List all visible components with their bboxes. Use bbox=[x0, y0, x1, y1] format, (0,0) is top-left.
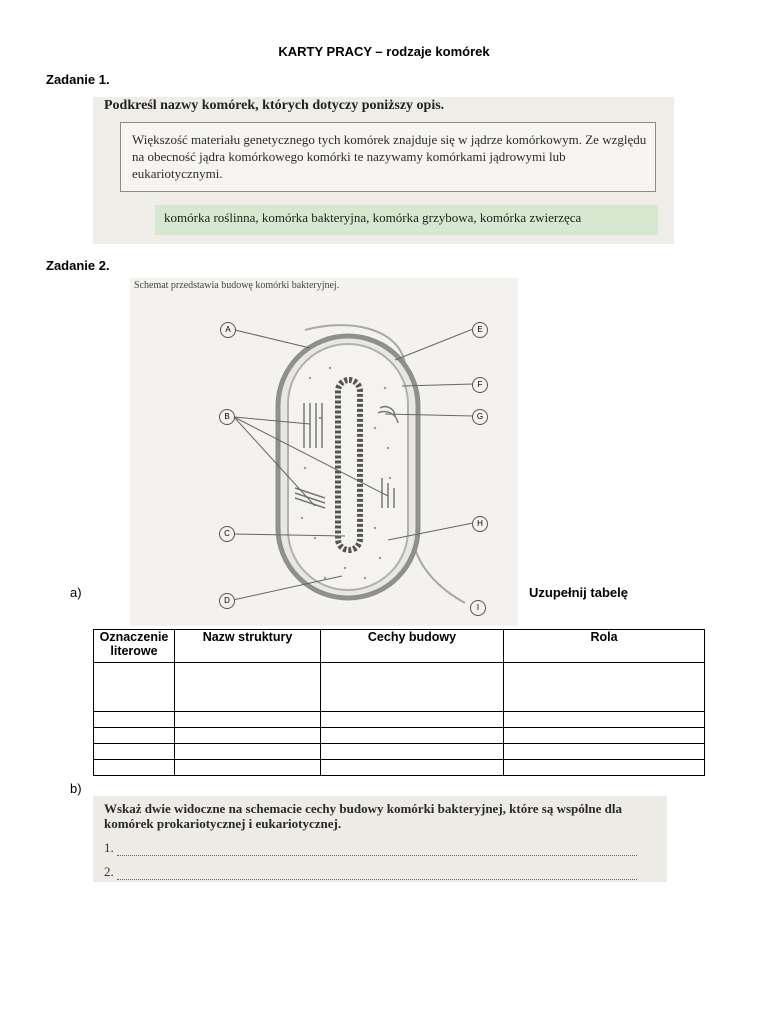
table-cell[interactable] bbox=[94, 744, 175, 760]
answer-number-1: 1. bbox=[104, 840, 114, 855]
table-cell[interactable] bbox=[321, 760, 504, 776]
part-a-label: a) bbox=[70, 585, 82, 600]
label-e: E bbox=[472, 322, 488, 338]
table-cell[interactable] bbox=[504, 663, 705, 712]
answer-dotted-line[interactable] bbox=[117, 869, 637, 880]
table-cell[interactable] bbox=[504, 728, 705, 744]
table-cell[interactable] bbox=[175, 760, 321, 776]
diagram-caption: Schemat przedstawia budowę komórki bakteryjnej. bbox=[134, 280, 340, 291]
table-cell[interactable] bbox=[94, 712, 175, 728]
answer-line-2[interactable] bbox=[104, 864, 637, 880]
diagram-label-layer bbox=[130, 278, 518, 626]
answer-line-1[interactable] bbox=[104, 840, 637, 856]
table-cell[interactable] bbox=[94, 663, 175, 712]
label-i: I bbox=[470, 600, 486, 616]
task1-heading: Zadanie 1. bbox=[46, 72, 110, 87]
answer-number-2: 2. bbox=[104, 864, 114, 879]
table-cell[interactable] bbox=[94, 728, 175, 744]
label-c: C bbox=[219, 526, 235, 542]
label-d: D bbox=[219, 593, 235, 609]
page-title: KARTY PRACY – rodzaje komórek bbox=[278, 44, 490, 59]
col-header-name: Nazw struktury bbox=[175, 630, 321, 663]
answer-dotted-line[interactable] bbox=[117, 845, 637, 856]
table-cell[interactable] bbox=[504, 712, 705, 728]
table-row[interactable] bbox=[94, 663, 705, 712]
task1-description: Większość materiału genetycznego tych komórek znajduje się w jądrze komórkowym. Ze względu na obecność jądra komórkowego komórki te nazywamy komórkami jądrowymi lub eukariotycznymi. bbox=[132, 132, 647, 181]
part-b-label: b) bbox=[70, 781, 82, 796]
table-cell[interactable] bbox=[321, 728, 504, 744]
table-row[interactable] bbox=[94, 728, 705, 744]
table-cell[interactable] bbox=[321, 663, 504, 712]
table-cell[interactable] bbox=[321, 712, 504, 728]
label-b: B bbox=[219, 409, 235, 425]
table-cell[interactable] bbox=[321, 744, 504, 760]
label-g: G bbox=[472, 409, 488, 425]
table-row[interactable] bbox=[94, 712, 705, 728]
table-row[interactable] bbox=[94, 760, 705, 776]
table-cell[interactable] bbox=[175, 712, 321, 728]
table-cell[interactable] bbox=[504, 744, 705, 760]
col-header-features: Cechy budowy bbox=[321, 630, 504, 663]
task1-options[interactable]: komórka roślinna, komórka bakteryjna, komórka grzybowa, komórka zwierzęca bbox=[164, 210, 582, 225]
table-cell[interactable] bbox=[504, 760, 705, 776]
table-cell[interactable] bbox=[94, 760, 175, 776]
col-header-role: Rola bbox=[504, 630, 705, 663]
part-a-instruction: Uzupełnij tabelę bbox=[529, 585, 628, 600]
col-header-letter: Oznaczenie literowe bbox=[94, 630, 175, 663]
structure-table bbox=[93, 629, 705, 776]
label-h: H bbox=[472, 516, 488, 532]
table-cell[interactable] bbox=[175, 728, 321, 744]
table-header-row bbox=[94, 630, 705, 663]
table-cell[interactable] bbox=[175, 663, 321, 712]
label-f: F bbox=[472, 377, 488, 393]
task1-instruction: Podkreśl nazwy komórek, których dotyczy poniższy opis. bbox=[104, 98, 445, 113]
table-row[interactable] bbox=[94, 744, 705, 760]
task2-heading: Zadanie 2. bbox=[46, 258, 110, 273]
label-a: A bbox=[220, 322, 236, 338]
part-b-question: Wskaż dwie widoczne na schemacie cechy budowy komórki bakteryjnej, które są wspólne dla komórek prokariotycznej i eukariotycznej. bbox=[104, 801, 622, 831]
table-cell[interactable] bbox=[175, 744, 321, 760]
